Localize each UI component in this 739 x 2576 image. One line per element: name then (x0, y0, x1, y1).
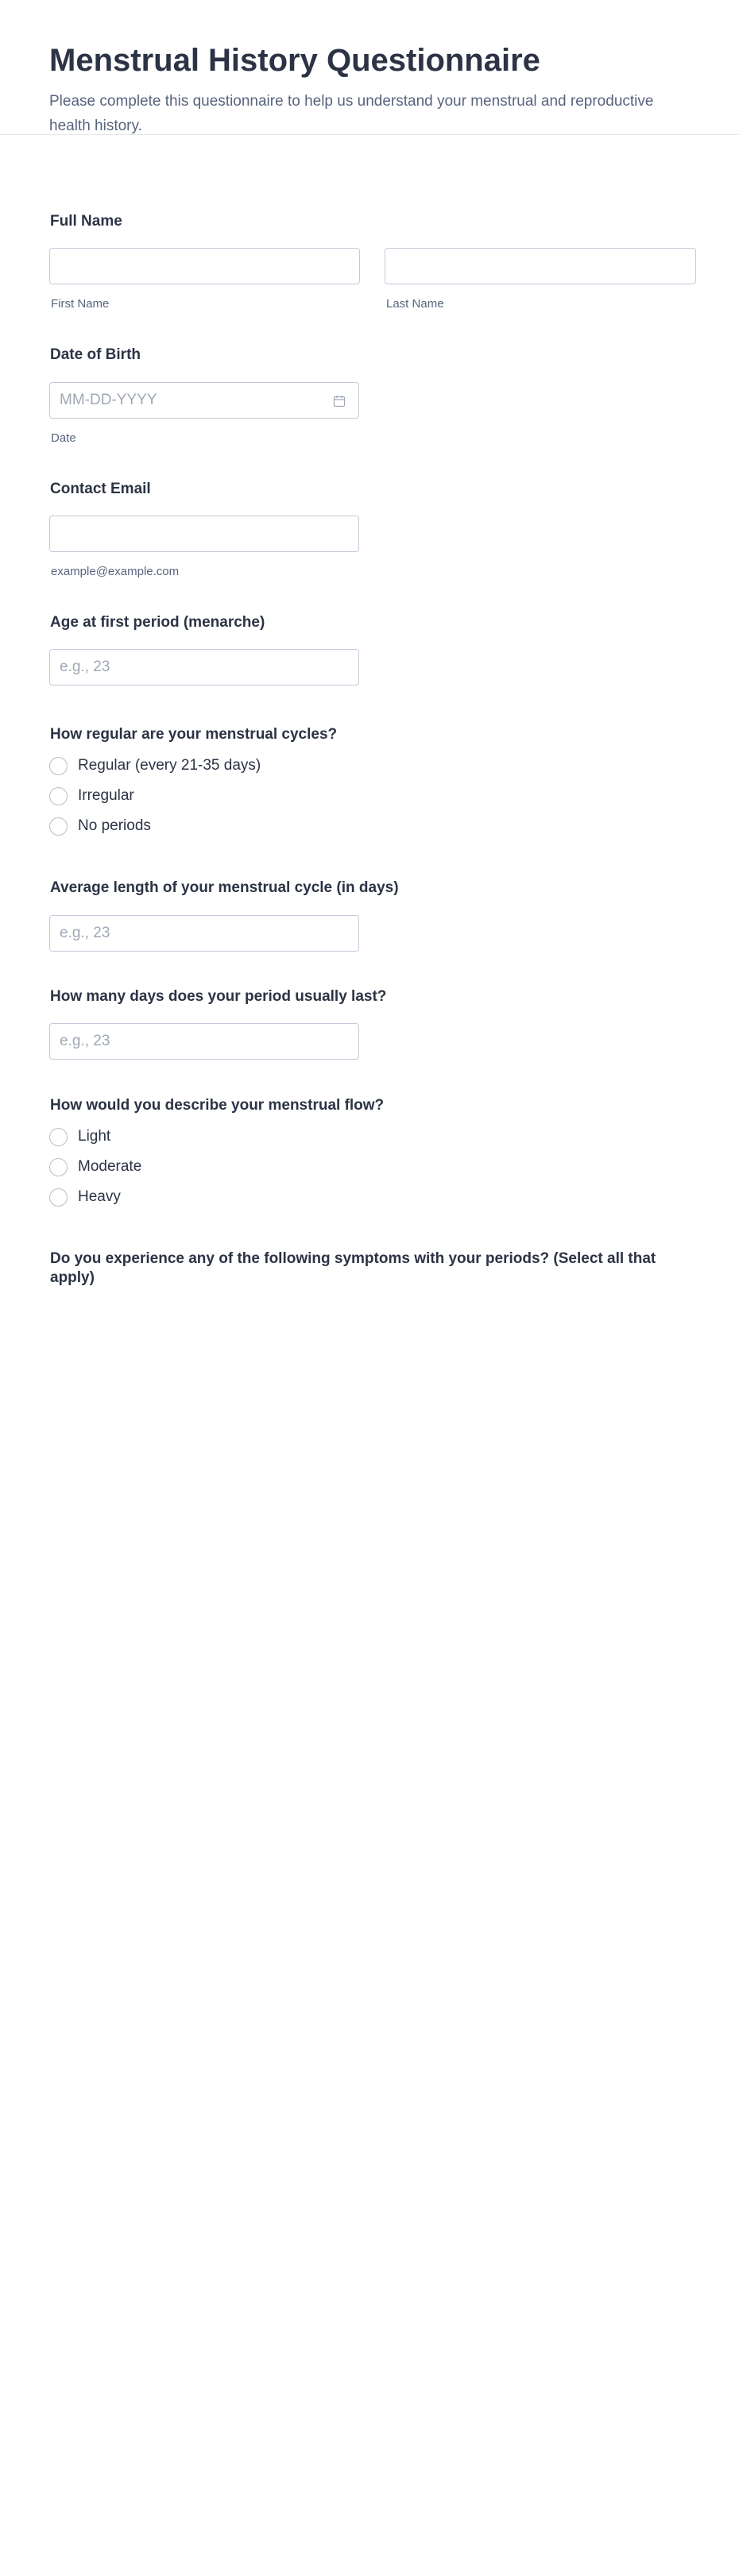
regularity-option-no-periods[interactable]: No periods (49, 816, 151, 836)
dob-label: Date of Birth (50, 346, 141, 363)
radio-button[interactable] (49, 1188, 68, 1207)
symptoms-label: Do you experience any of the following symptoms with your periods? (Select all that apply) (50, 1250, 656, 1286)
cycle-length-input[interactable] (49, 915, 359, 952)
flow-option-light[interactable]: Light (49, 1126, 110, 1147)
full-name-label: Full Name (50, 213, 122, 230)
regularity-option-irregular[interactable]: Irregular (49, 786, 134, 806)
dob-input[interactable] (49, 382, 359, 419)
email-input[interactable] (49, 516, 359, 552)
radio-button[interactable] (49, 757, 68, 775)
period-days-input[interactable] (49, 1023, 359, 1060)
period-days-label: How many days does your period usually last? (50, 988, 387, 1005)
radio-button[interactable] (49, 787, 68, 805)
flow-label: How would you describe your menstrual flow? (50, 1097, 385, 1114)
form-header (0, 0, 739, 135)
email-sublabel: example@example.com (51, 565, 180, 578)
first-name-sublabel: First Name (51, 297, 110, 311)
regularity-label: How regular are your menstrual cycles? (50, 726, 338, 743)
menarche-label: Age at first period (menarche) (50, 614, 265, 631)
regularity-option-regular[interactable]: Regular (every 21-35 days) (49, 755, 261, 776)
first-name-input[interactable] (49, 248, 360, 284)
email-label: Contact Email (50, 481, 151, 497)
last-name-input[interactable] (385, 248, 696, 284)
radio-button[interactable] (49, 817, 68, 836)
flow-option-heavy[interactable]: Heavy (49, 1187, 121, 1207)
radio-button[interactable] (49, 1158, 68, 1176)
calendar-icon[interactable] (333, 395, 346, 407)
radio-button[interactable] (49, 1128, 68, 1146)
menarche-input[interactable] (49, 649, 359, 686)
dob-sublabel: Date (51, 431, 76, 445)
flow-option-moderate[interactable]: Moderate (49, 1157, 141, 1177)
page-subtitle: Please complete this questionnaire to help us understand your menstrual and reproductive health history. (49, 93, 654, 134)
last-name-sublabel: Last Name (386, 297, 444, 311)
cycle-length-label: Average length of your menstrual cycle (in days) (50, 879, 399, 896)
page-title: Menstrual History Questionnaire (49, 43, 540, 78)
